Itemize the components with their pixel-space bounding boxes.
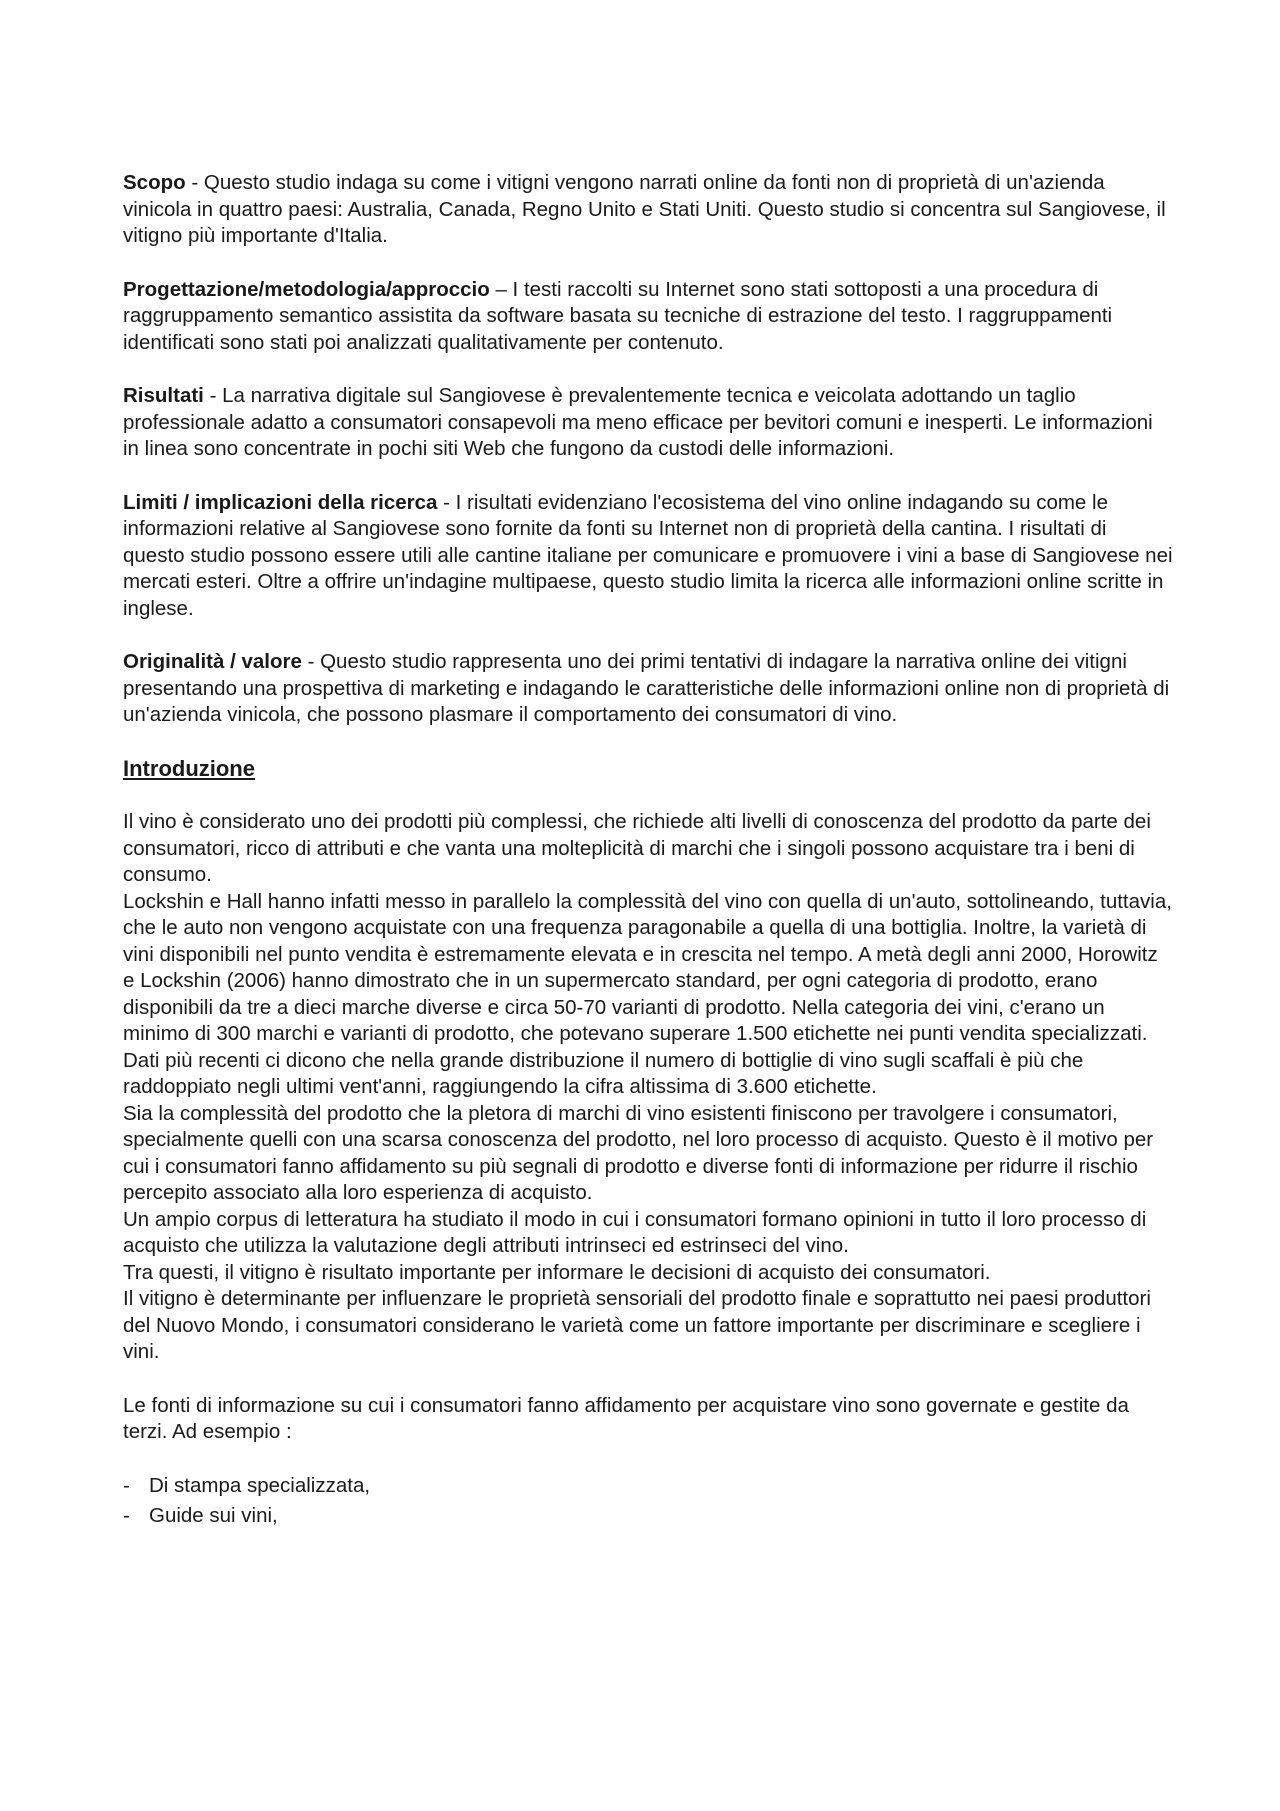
intro-paragraph: Un ampio corpus di letteratura ha studiato il modo in cui i consumatori formano opinioni in tutto il loro processo di acquisto che utilizza la valutazione degli attributi intrinseci ed estrinseci del vino. [123,1207,1147,1257]
section-label: Originalità / valore [123,650,302,673]
document-page [123,170,1173,1534]
intro-paragraph: Il vitigno è determinante per influenzare le proprietà sensoriali del prodotto finale e soprattutto nei paesi produttori del Nuovo Mondo, i consumatori considerano le varietà come un fattore importante per discriminare e scegliere i vini. [123,1287,1151,1363]
list-item [123,1503,1173,1530]
section-label: Risultati [123,384,204,407]
abstract-risultati [123,383,1173,463]
intro-paragraph: Lockshin e Hall hanno infatti messo in parallelo la complessità del vino con quella di un'auto, sottolineando, tuttavia, che le auto non vengono acquistate con una frequenza paragonabile a quella di una bottiglia. Inoltre, la varietà di vini disponibili nel punto vendita è estremamente elevata e in crescita nel tempo. A metà degli anni 2000, Horowitz e Lockshin (2006) hanno dimostrato che in un supermercato standard, per ogni categoria di prodotto, erano disponibili da tre a dieci marche diverse e circa 50-70 varianti di prodotto. Nella categoria dei vini, c'erano un minimo di 300 marchi e varianti di prodotto, che potevano superare 1.500 etichette nei punti vendita specializzati. [123,889,1172,1045]
introduction-body [123,809,1173,1366]
list-item-text: Guide sui vini, [149,1504,278,1527]
abstract-progettazione [123,277,1173,357]
section-text: - La narrativa digitale sul Sangiovese è prevalentemente tecnica e veicolata adottando un taglio professionale adatto a consumatori consapevoli ma meno efficace per bevitori comuni e inesperti. Le informazioni in linea sono concentrate in pochi siti Web che fungono da custodi delle informazioni. [123,384,1153,460]
abstract-originalita [123,649,1173,729]
list-item [123,1473,1173,1500]
section-text: - I risultati evidenziano l'ecosistema del vino online indagando su come le informazioni relative al Sangiovese sono fornite da fonti su Internet non di proprietà della cantina. I risultati di questo studio possono essere utili alle cantine italiane per comunicare e promuovere i vini a base di Sangiovese nei mercati esteri. Oltre a offrire un'indagine multipaese, questo studio limita la ricerca alle informazioni online scritte in inglese. [123,490,1173,620]
sources-paragraph: Le fonti di informazione su cui i consumatori fanno affidamento per acquistare vino sono governate e gestite da terzi. Ad esempio : [123,1393,1129,1443]
section-label: Progettazione/metodologia/approccio [123,277,490,301]
section-text: - Questo studio rappresenta uno dei primi tentativi di indagare la narrativa online dei vitigni presentando una prospettiva di marketing e indagando le caratteristiche delle informazioni online non di proprietà di un'azienda vinicola, che possono plasmare il comportamento dei consumatori di vino. [123,650,1170,726]
abstract-scopo [123,170,1173,250]
section-label: Scopo [123,171,186,194]
list-marker: - [123,1504,130,1527]
intro-paragraph: Il vino è considerato uno dei prodotti più complessi, che richiede alti livelli di conoscenza del prodotto da parte dei consumatori, ricco di attributi e che vanta una molteplicità di marchi che i singoli possono acquistare tra i beni di consumo. [123,810,1151,886]
introduction-heading: Introduzione [123,755,255,781]
section-label: Limiti / implicazioni della ricerca [123,490,438,514]
intro-paragraph: Tra questi, il vitigno è risultato importante per informare le decisioni di acquisto dei consumatori. [123,1260,991,1284]
section-text: - Questo studio indaga su come i vitigni vengono narrati online da fonti non di proprietà di un'azienda vinicola in quattro paesi: Australia, Canada, Regno Unito e Stati Uniti. Questo studio si concentra sul Sangiovese, il vitigno più importante d'Italia. [123,171,1166,247]
list-item-text: Di stampa specializzata, [149,1473,371,1497]
abstract-limiti [123,490,1173,623]
intro-paragraph: Dati più recenti ci dicono che nella grande distribuzione il numero di bottiglie di vino sugli scaffali è più che raddoppiato negli ultimi vent'anni, raggiungendo la cifra altissima di 3.600 etichette. [123,1048,1084,1098]
sources-list [123,1473,1173,1530]
list-marker: - [123,1473,130,1497]
intro-paragraph: Sia la complessità del prodotto che la pletora di marchi di vino esistenti finiscono per travolgere i consumatori, specialmente quelli con una scarsa conoscenza del prodotto, nel loro processo di acquisto. Questo è il motivo per cui i consumatori fanno affidamento su più segnali di prodotto e diverse fonti di informazione per ridurre il rischio percepito associato alla loro esperienza di acquisto. [123,1101,1154,1204]
section-text: – I testi raccolti su Internet sono stati sottoposti a una procedura di raggruppamento semantico assistita da software basata su tecniche di estrazione del testo. I raggruppamenti identificati sono stati poi analizzati qualitativamente per contenuto. [123,277,1113,354]
